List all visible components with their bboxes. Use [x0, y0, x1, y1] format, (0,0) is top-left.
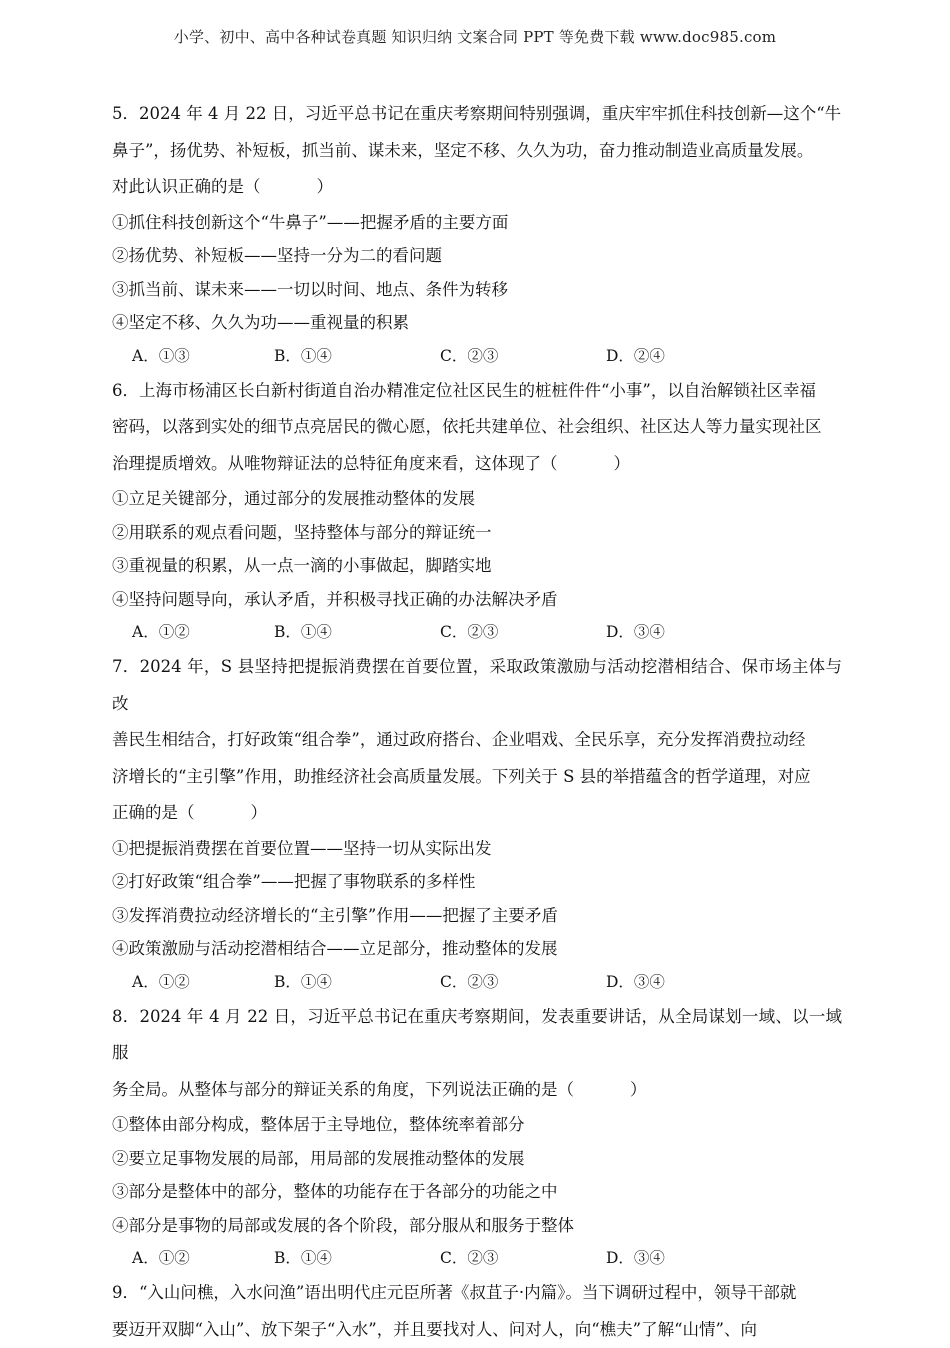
- statement: ④部分是事物的局部或发展的各个阶段，部分服从和服务于整体: [112, 1209, 842, 1243]
- question-7: [112, 649, 842, 999]
- answer-choices: [112, 966, 842, 999]
- page-header: 小学、初中、高中各种试卷真题 知识归纳 文案合同 PPT 等免费下载 www.doc985.com: [0, 26, 950, 47]
- statement: ②用联系的观点看问题，坚持整体与部分的辩证统一: [112, 516, 842, 550]
- question-stem-line: 要迈开双脚“入山”、放下架子“入水”，并且要找对人、问对人，向“樵夫”了解“山情”、向: [112, 1312, 842, 1348]
- question-stem-line: [112, 1072, 842, 1109]
- question-stem-line: 鼻子”，扬优势、补短板，抓当前、谋未来，坚定不移、久久为功，奋力推动制造业高质量发展。: [112, 133, 842, 170]
- choice-b: B．①④: [274, 340, 440, 373]
- statement: ①整体由部分构成，整体居于主导地位，整体统率着部分: [112, 1108, 842, 1142]
- question-stem-close: ）: [614, 454, 631, 473]
- question-stem-text: 务全局。从整体与部分的辩证关系的角度，下列说法正确的是（: [112, 1080, 574, 1099]
- question-stem-text: 治理提质增效。从唯物辩证法的总特征角度来看，这体现了（: [112, 454, 558, 473]
- statement: ③抓当前、谋未来——一切以时间、地点、条件为转移: [112, 273, 842, 307]
- statement: ①把提振消费摆在首要位置——坚持一切从实际出发: [112, 832, 842, 866]
- choice-d: D．③④: [606, 966, 726, 999]
- choice-c: C．②③: [440, 340, 606, 373]
- statement: ③发挥消费拉动经济增长的“主引擎”作用——把握了主要矛盾: [112, 899, 842, 933]
- question-stem-line: 密码，以落到实处的细节点亮居民的微心愿，依托共建单位、社会组织、社区达人等力量实现社区: [112, 409, 842, 446]
- statement: ③部分是整体中的部分，整体的功能存在于各部分的功能之中: [112, 1175, 842, 1209]
- choice-c: C．②③: [440, 1242, 606, 1275]
- question-stem-line: [112, 446, 842, 483]
- question-stem-line: 善民生相结合，打好政策“组合拳”，通过政府搭台、企业唱戏、全民乐享，充分发挥消费拉动经: [112, 722, 842, 759]
- choice-a: A．①②: [132, 1242, 274, 1275]
- answer-choices: [112, 616, 842, 649]
- statement: ④坚持问题导向，承认矛盾，并积极寻找正确的办法解决矛盾: [112, 583, 842, 617]
- statement: ②要立足事物发展的局部，用局部的发展推动整体的发展: [112, 1142, 842, 1176]
- statement: ④政策激励与活动挖潜相结合——立足部分，推动整体的发展: [112, 932, 842, 966]
- question-5: [112, 96, 842, 373]
- question-stem-line: 济增长的“主引擎”作用，助推经济社会高质量发展。下列关于 S 县的举措蕴含的哲学道理，对应: [112, 759, 842, 796]
- question-stem-close: ）: [251, 803, 268, 822]
- question-8: [112, 999, 842, 1276]
- statement: ②打好政策“组合拳”——把握了事物联系的多样性: [112, 865, 842, 899]
- question-stem-close: ）: [630, 1080, 647, 1099]
- question-list: [112, 96, 842, 1348]
- choice-b: B．①④: [274, 966, 440, 999]
- question-stem-line: [112, 795, 842, 832]
- answer-choices: [112, 340, 842, 373]
- choice-a: A．①②: [132, 966, 274, 999]
- choice-b: B．①④: [274, 616, 440, 649]
- statement: ①立足关键部分，通过部分的发展推动整体的发展: [112, 482, 842, 516]
- choice-c: C．②③: [440, 966, 606, 999]
- question-stem-line: 8．2024 年 4 月 22 日，习近平总书记在重庆考察期间，发表重要讲话，从全局谋划一域、以一域服: [112, 999, 842, 1072]
- question-stem-line: 6．上海市杨浦区长白新村街道自治办精准定位社区民生的桩桩件件“小事”，以自治解锁社区幸福: [112, 373, 842, 410]
- choice-d: D．③④: [606, 616, 726, 649]
- choice-d: D．②④: [606, 340, 726, 373]
- question-6: [112, 373, 842, 650]
- choice-a: A．①③: [132, 340, 274, 373]
- question-stem-line: 5．2024 年 4 月 22 日，习近平总书记在重庆考察期间特别强调，重庆牢牢抓住科技创新—这个“牛: [112, 96, 842, 133]
- question-stem-line: 7．2024 年，S 县坚持把提振消费摆在首要位置，采取政策激励与活动挖潜相结合、保市场主体与改: [112, 649, 842, 722]
- answer-choices: [112, 1242, 842, 1275]
- choice-d: D．③④: [606, 1242, 726, 1275]
- question-stem-line: [112, 169, 842, 206]
- question-stem-text: 对此认识正确的是（: [112, 177, 261, 196]
- question-9: [112, 1275, 842, 1348]
- choice-b: B．①④: [274, 1242, 440, 1275]
- statement: ④坚定不移、久久为功——重视量的积累: [112, 306, 842, 340]
- choice-a: A．①②: [132, 616, 274, 649]
- choice-c: C．②③: [440, 616, 606, 649]
- question-stem-close: ）: [317, 177, 334, 196]
- question-stem-line: 9．“入山问樵，入水问渔”语出明代庄元臣所著《叔苴子·内篇》。当下调研过程中，领导干部就: [112, 1275, 842, 1312]
- statement: ③重视量的积累，从一点一滴的小事做起，脚踏实地: [112, 549, 842, 583]
- question-stem-text: 正确的是（: [112, 803, 195, 822]
- statement: ②扬优势、补短板——坚持一分为二的看问题: [112, 239, 842, 273]
- statement: ①抓住科技创新这个“牛鼻子”——把握矛盾的主要方面: [112, 206, 842, 240]
